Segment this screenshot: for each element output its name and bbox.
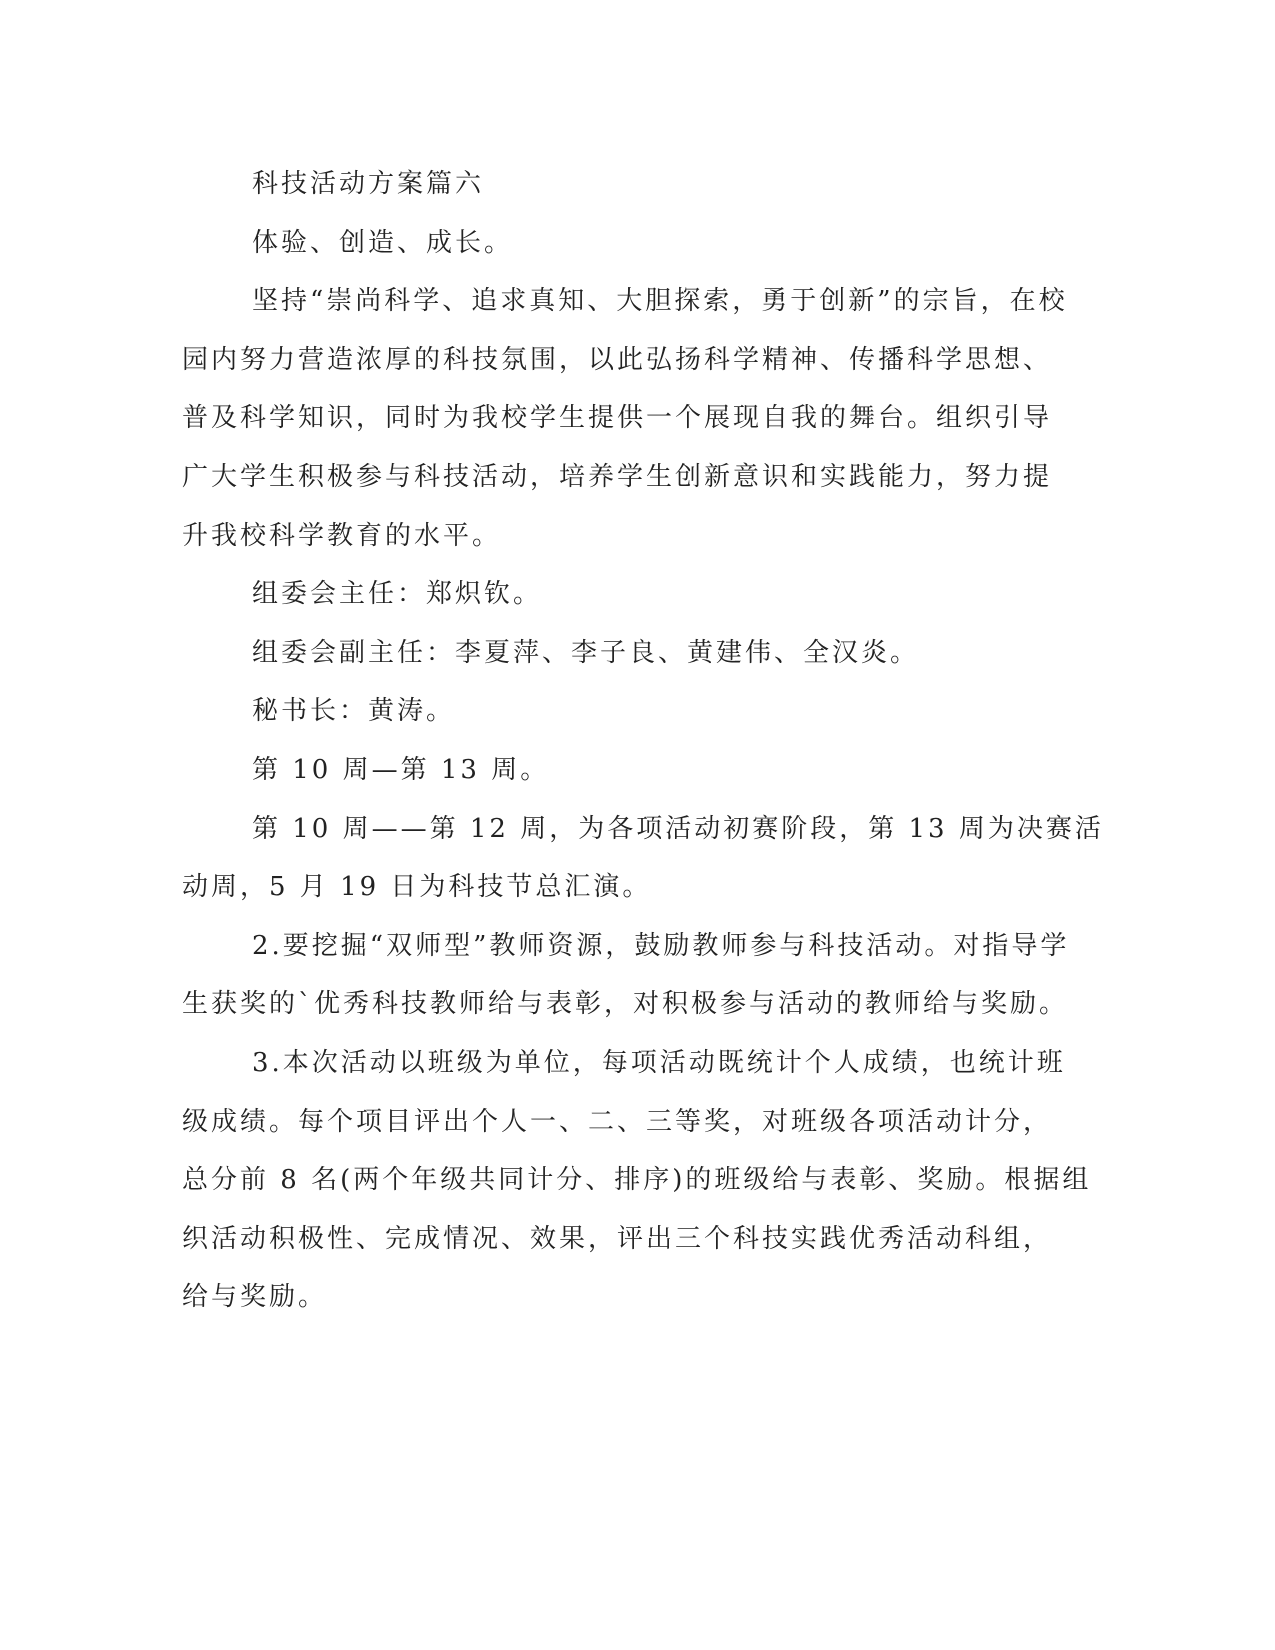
text-line: 第 10 周——第 12 周，为各项活动初赛阶段，第 13 周为决赛活 [252,813,1104,844]
text-line: 组委会副主任：李夏萍、李子良、黄建伟、全汉炎。 [252,637,920,668]
text-line: 园内努力营造浓厚的科技氛围，以此弘扬科学精神、传播科学思想、 [182,344,1053,375]
document-title: 科技活动方案篇六 [252,169,485,199]
text-line: 2.要挖掘“双师型”教师资源，鼓励教师参与科技活动。对指导学 [252,930,1070,961]
text-line: 生获奖的`优秀科技教师给与表彰，对积极参与活动的教师给与奖励。 [182,989,1069,1020]
text-line: 总分前 8 名(两个年级共同计分、排序)的班级给与表彰、奖励。根据组 [182,1165,1092,1196]
text-line: 普及科学知识，同时为我校学生提供一个展现自我的舞台。组织引导 [182,403,1053,434]
text-line: 坚持“崇尚科学、追求真知、大胆探索，勇于创新”的宗旨，在校 [252,286,1068,317]
text-line: 体验、创造、成长。 [252,227,514,258]
text-line: 织活动积极性、完成情况、效果，评出三个科技实践优秀活动科组， [182,1223,1053,1254]
text-line: 级成绩。每个项目评出个人一、二、三等奖，对班级各项活动计分， [182,1106,1053,1137]
text-line: 3.本次活动以班级为单位，每项活动既统计个人成绩，也统计班 [252,1047,1066,1078]
text-line: 第 10 周—第 13 周。 [252,754,550,785]
text-line: 动周，5 月 19 日为科技节总汇演。 [182,872,652,903]
document-body [182,155,1104,1327]
text-line: 秘书长：黄涛。 [252,696,456,727]
text-line: 广大学生积极参与科技活动，培养学生创新意识和实践能力，努力提 [182,461,1053,492]
text-line: 给与奖励。 [182,1282,328,1313]
text-line: 组委会主任：郑炽钦。 [252,579,543,610]
text-line: 升我校科学教育的水平。 [182,520,502,551]
